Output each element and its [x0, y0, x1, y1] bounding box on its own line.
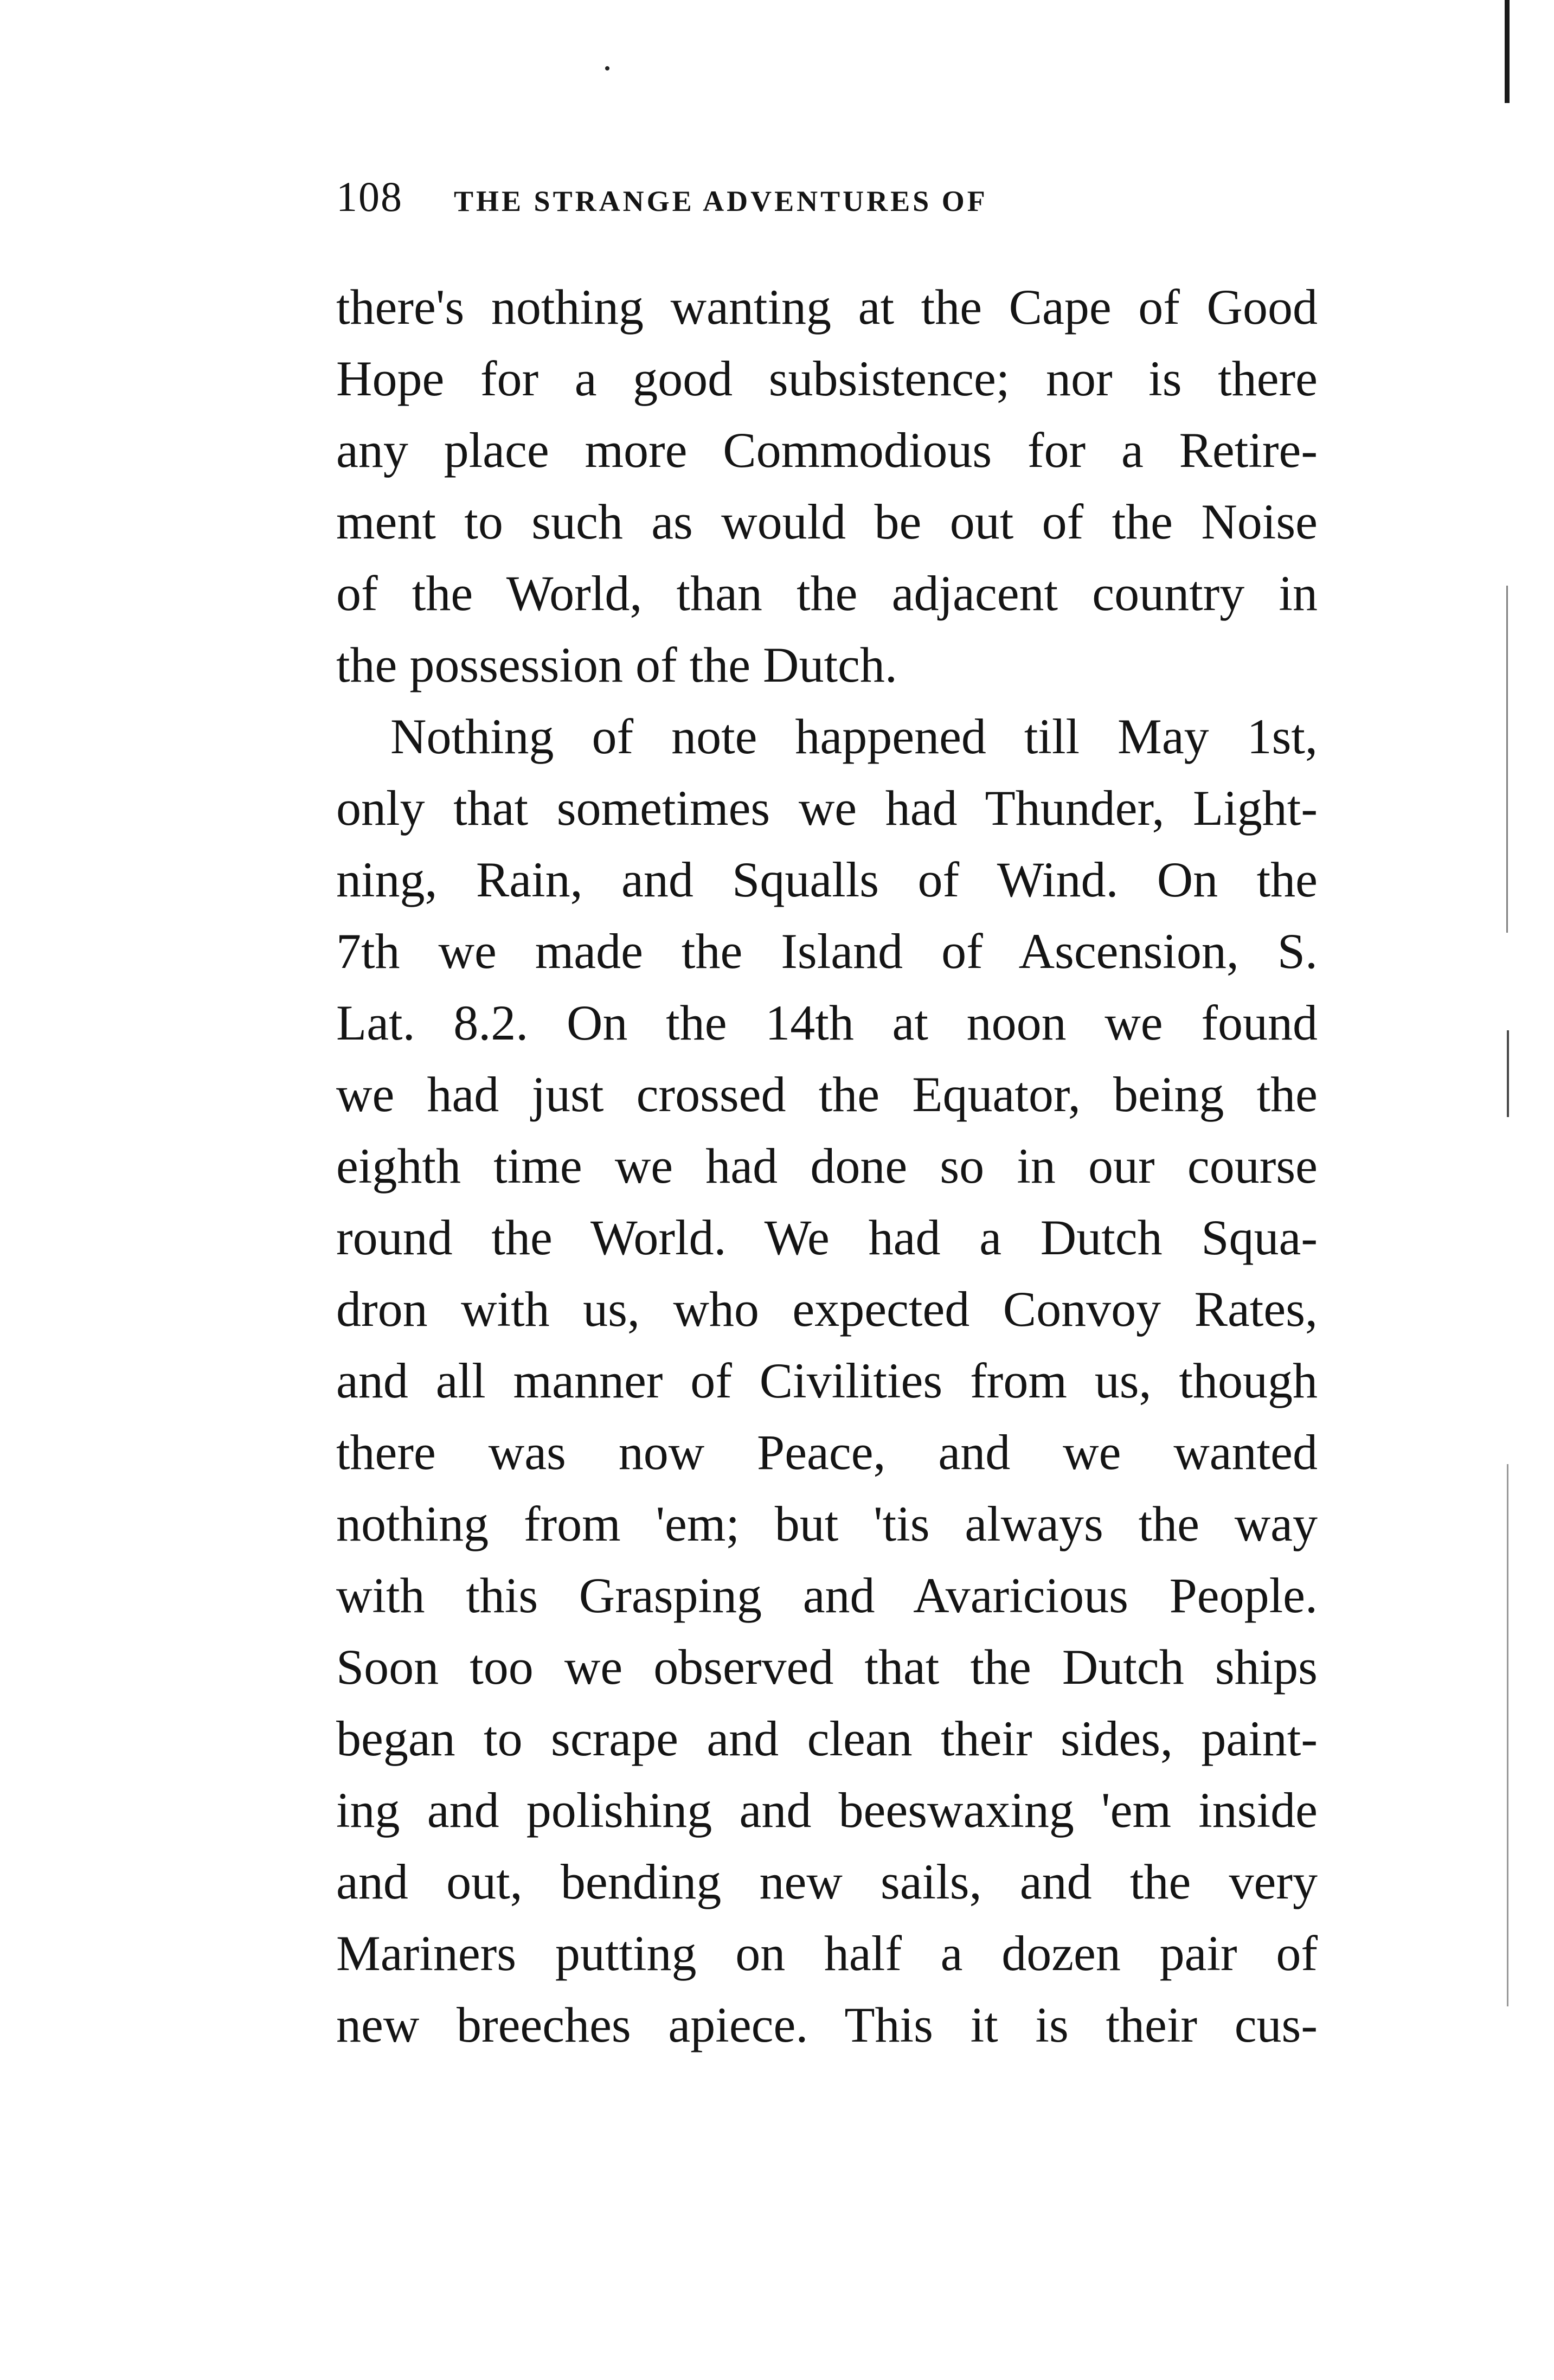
text-line: the possession of the Dutch. — [336, 637, 897, 692]
text-line: Hope for a good subsistence; nor is there — [336, 351, 1318, 406]
text-line: Nothing of note happened till May 1st, — [390, 709, 1318, 764]
text-line: any place more Commodious for a Retire- — [336, 422, 1318, 478]
text-line: ment to such as would be out of the Noise — [336, 494, 1318, 549]
text-line: Lat. 8.2. On the 14th at noon we found — [336, 995, 1318, 1050]
text-line: there's nothing wanting at the Cape of Good — [336, 279, 1318, 335]
text-line: and out, bending new sails, and the very — [336, 1854, 1318, 1909]
text-line: only that sometimes we had Thunder, Light- — [336, 780, 1318, 836]
text-line: 7th we made the Island of Ascension, S. — [336, 923, 1318, 979]
scan-edge-mark — [1506, 586, 1508, 933]
body-text — [336, 271, 1318, 2061]
text-line: eighth time we had done so in our course — [336, 1138, 1318, 1194]
text-line: nothing from 'em; but 'tis always the way — [336, 1496, 1318, 1551]
scan-edge-mark — [1505, 0, 1510, 103]
scan-speck — [605, 66, 609, 70]
text-line: new breeches apiece. This it is their cus- — [336, 1997, 1318, 2052]
scan-edge-mark — [1507, 1464, 1508, 2006]
running-title: THE STRANGE ADVENTURES OF — [454, 185, 988, 217]
scan-edge-mark — [1507, 1030, 1509, 1117]
text-line: with this Grasping and Avaricious People. — [336, 1568, 1318, 1623]
text-line: Mariners putting on half a dozen pair of — [336, 1926, 1318, 1981]
text-line: began to scrape and clean their sides, paint- — [336, 1711, 1318, 1766]
text-line: ning, Rain, and Squalls of Wind. On the — [336, 852, 1318, 907]
text-line: and all manner of Civilities from us, though — [336, 1353, 1318, 1408]
text-line: Soon too we observed that the Dutch ships — [336, 1639, 1318, 1695]
text-line: of the World, than the adjacent country in — [336, 566, 1318, 621]
text-line: there was now Peace, and we wanted — [336, 1425, 1318, 1480]
text-line: ing and polishing and beeswaxing 'em inside — [336, 1782, 1318, 1838]
running-head — [336, 172, 1312, 227]
text-line: we had just crossed the Equator, being the — [336, 1067, 1318, 1122]
page-number: 108 — [336, 173, 403, 220]
text-line: round the World. We had a Dutch Squa- — [336, 1210, 1318, 1265]
text-line: dron with us, who expected Convoy Rates, — [336, 1281, 1318, 1337]
